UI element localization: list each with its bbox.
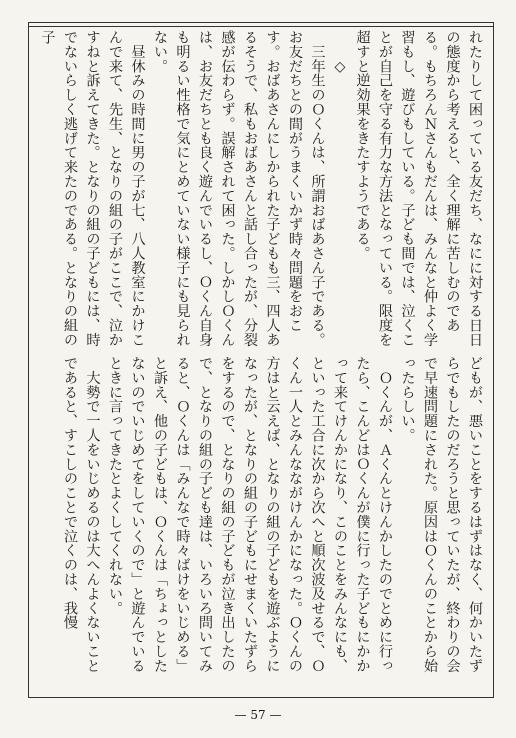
upper-text-block bbox=[34, 30, 486, 350]
page-number: — 57 — bbox=[234, 708, 282, 722]
upper-body-text: れたりして困っている友だち、なにに対する日日の態度から考えると、全く理解に苦しむのである。もちろんＮさんもだんは、みんなと仲よく学習もし、遊びもしている。子ども間では、泣くことが自己を守る有力な方法となっている。限度を超すと逆効果をきたすようである。 ◇ 三年生のＯくんは、所謂おばあさん子である。お友だちとの間がうまくいかず時々問題をおこす。おばあさんにしかられた子どもも三、四人あるそうで、私もおばあさんと話し合ったが、分裂感が伝わらず。誤解されて困った。しかしＯくんは、お友だちとも良く遊んでいるし、Ｏくん自身も明るい性格で気にとめていない様子にも見られない。 昼休みの時間に男の子が七、八人教室にかけこんで来て、先生、となりの組の子がここで、泣かすねと訴えてきた。となりの組の子どもには、時でないらしく逃げて来たのである。となりの組の子 bbox=[39, 30, 483, 347]
lower-body-text: どもが、悪いことをするはずはなく、何かいたずらでもしたのだろうと思っていたが、終わりの会で早速問題にされた。原因はＯくんのことから始ったらしい。 Ｏくんが、Ａくんとけんかしたのでとめに行ったら、こんどはＯくんが僕に行った子どもにかかって来てけんかになり、このことをみんなにも、といった工合に次から次へと順次波及せるで、Ｏくん一人とみんなながけんかになった。Ｏくんの方はと云えば、となりの組の子どもを遊ぶようになったが、となりの組の子どもにせまくいたずらをするので、となりの組の子どもが泣き出したので、となりの組の子ども達は、いろいろ問いてみると、Ｏくんは「みんなで時々ばけをいじめる」と訴え、他の子どもは、Ｏくんは「ちょっとしたないのでいじめてをしていくので」と遊んでいるときに言ってきたとよくしてくれない。 大勢で一人をいじめるのは大へんよくないことであると、すこしのことで泣くのは、我慢 bbox=[62, 356, 483, 673]
lower-text-block bbox=[34, 356, 486, 676]
